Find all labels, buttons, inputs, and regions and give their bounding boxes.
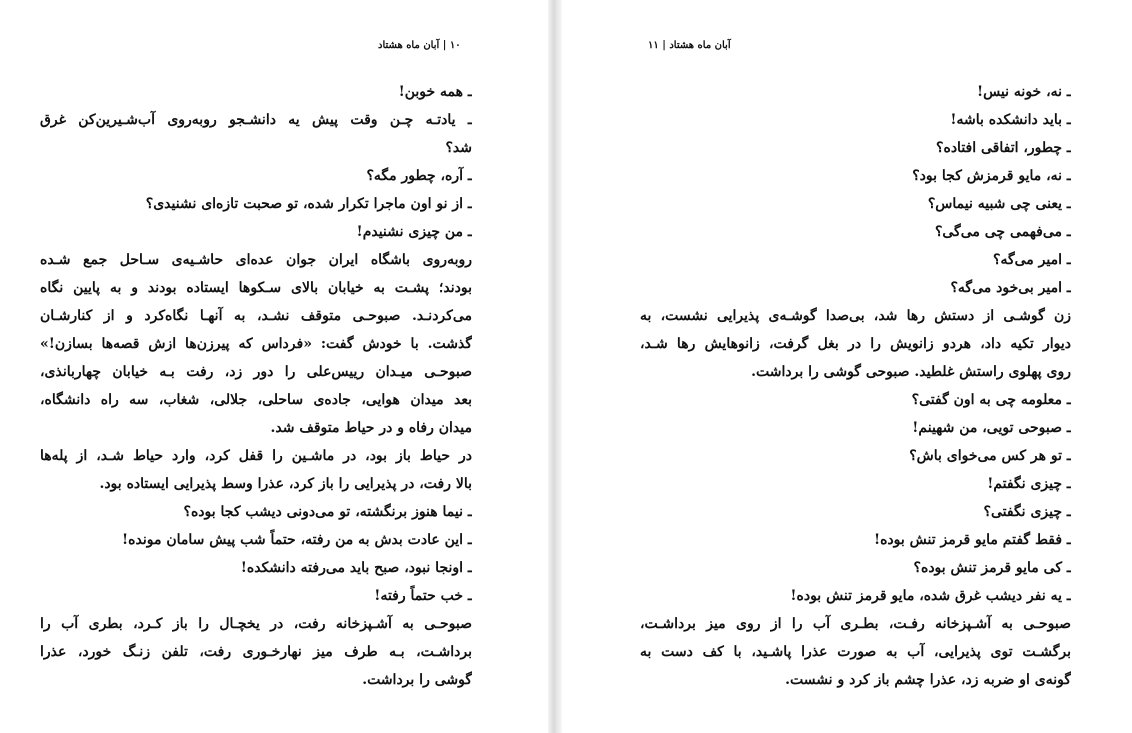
text-line: صبوحـی میـدان رییس‌علی را دور زد، رفت بـه خیابان چهاربانذی، [40,364,472,380]
text-line: ـ یعنی چی شبیه نیماس؟ [927,196,1071,212]
left-page [0,0,548,733]
text-line: بعد میدان هوایی، جاده‌ی ساحلی، جلالی، شغاب، سه راه دانشگاه، [40,392,472,408]
text-line: گوشی را برداشت. [362,672,472,688]
text-line: ـ آره، چطور مگه؟ [366,168,472,184]
text-line: گذشت. با خودش گفت: «فرداس که پیرزن‌ها ازش قصه‌ها بسازن!» [40,336,472,352]
text-line: زن گوشـی از دستش رها شد، بی‌صدا گوشـه‌ی پذیرایی نشست، به [640,308,1071,324]
text-line: ـ یادتـه چـن وقت پیش یه دانشـجو روبه‌روی آب‌شـیرین‌کن غرق [40,112,472,128]
text-line: ـ نه، خونه نیس! [976,84,1071,100]
text-line: ـ از نو اون ماجرا تکرار شده، تو صحبت تازه‌ای نشنیدی؟ [145,196,472,212]
text-line: شد؟ [445,140,472,156]
text-line: بالا رفت، در پذیرایی را باز کرد، عذرا وسط پذیرایی ایستاده بود. [99,476,472,492]
text-line: صبوحـی به آشـپزخانه رفـت، بطـری آب را از روی میز برداشـت، [640,616,1071,632]
text-line: دیوار تکیه داد، هردو زانویش را در بغل گرفت، زانوهایش رها شـد، [640,336,1071,352]
text-line: می‌کردنـد. صبوحـی متوقف نشـد، به آنهـا نگاه‌کرد و از کنارشـان [40,308,472,324]
text-line: ـ من چیزی نشنیدم! [356,224,472,240]
left-page-header: ۱۰ | آبان ماه هشتاد [378,40,461,51]
text-line: ـ فقط گفتم مایو قرمز تنش بوده! [873,532,1071,548]
text-line: ـ این عادت بدش به من رفته، حتماً شب پیش سامان مونده! [122,532,472,548]
right-page-text [640,78,1071,694]
text-line: گونه‌ی او ضربه زد، عذرا چشم باز کرد و نشست. [785,672,1071,688]
text-line: ـ نیما هنوز برنگشته، تو می‌دونی دیشب کجا بوده؟ [183,504,472,520]
right-page-header: آبان ماه هشتاد | ۱۱ [648,40,731,51]
left-page-text [40,78,472,694]
text-line: برگشـت توی پذیرایی، آب به صورت عذرا پاشـید، با کف دست به [640,644,1071,660]
text-line: ـ تو هر کس می‌خوای باش؟ [909,448,1071,464]
text-line: ـ کی مایو قرمز تنش بوده؟ [913,560,1071,576]
text-line: ـ چطور، اتفاقی افتاده؟ [936,140,1071,156]
text-line: ـ امیر می‌گه؟ [993,252,1071,268]
text-line: برداشـت، بـه طرف میز نهارخـوری رفت، تلفن زنـگ خورد، عذرا [40,644,472,660]
text-line: ـ باید دانشکده باشه! [950,112,1071,128]
text-line: ـ نه، مایو قرمزش کجا بود؟ [912,168,1071,184]
text-line: ـ می‌فهمی چی می‌گی؟ [934,224,1071,240]
text-line: ـ چیزی نگفتم! [987,476,1071,492]
book-gutter [548,0,562,733]
text-line: ـ یه نفر دیشب غرق شده، مایو قرمز تنش بوده! [790,588,1071,604]
text-line: روبه‌روی باشگاه ایران جوان عده‌ای حاشـیه‌ی سـاحل جمع شـده [40,252,472,268]
right-page [562,0,1132,733]
text-line: ـ امیر بی‌خود می‌گه؟ [950,280,1071,296]
text-line: میدان رفاه و در حیاط متوقف شد. [270,420,472,436]
text-line: بودند؛ پشـت به خیابان بالای سـکوها ایستاده بودند و به پایین نگاه [40,280,472,296]
text-line: در حیاط باز بود، در ماشـین را قفل کرد، وارد حیاط شـد، از پله‌ها [40,448,472,464]
text-line: روی پهلوی راستش غلطید. صبوحی گوشی را برداشت. [751,364,1071,380]
text-line: ـ چیزی نگفتی؟ [983,504,1071,520]
text-line: ـ اونجا نبود، صبح باید می‌رفته دانشکده! [240,560,472,576]
text-line: ـ معلومه چی به اون گفتی؟ [911,392,1071,408]
text-line: ـ صبوحی تویی، من شهینم! [912,420,1071,436]
text-line: ـ خب حتماً رفته! [374,588,472,604]
text-line: صبوحـی به آشـپزخانه رفت، در یخچـال را باز کـرد، بطری آب را [40,616,472,632]
text-line: ـ همه خوبن! [398,84,472,100]
